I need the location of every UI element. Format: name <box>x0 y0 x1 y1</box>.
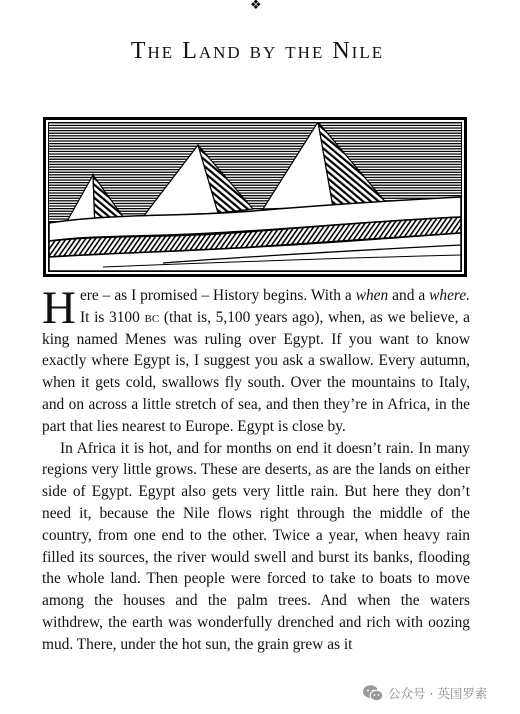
ornament: ❖ <box>250 0 262 12</box>
drop-cap: H <box>42 282 76 334</box>
paragraph-1: Here – as I promised – History begins. With a when and a where. It is 3100 bc (that is, 5,100 years ago), when, as we believe, a king named Menes was ruling over Egypt. If you want to know exactly where Egypt is, I suggest you ask a swallow. Every autumn, when it gets cold, swallows fly south. Over the mountains to Italy, and on across a little stretch of sea, and then they’re in Africa, in the part that lies nearest to Europe. Egypt is close by. <box>42 282 470 435</box>
body-text <box>42 282 470 656</box>
watermark-text: 公众号 · 英国罗素 <box>388 686 488 701</box>
wechat-icon <box>362 684 384 702</box>
chapter-title: The Land by the Nile <box>130 38 385 65</box>
paragraph-2: In Africa it is hot, and for months on end it doesn’t rain. In many regions very little grows. These are deserts, as are the lands on either side of Egypt. Egypt also gets very little rain. But here they don’t need it, because the Nile flows right through the middle of the country, from one end to the other. Twice a year, when heavy rain filled its sources, the river would swell and burst its banks, flooding the whole land. Then people were forced to take to boats to move among the houses and the palm trees. And when the waters withdrew, the earth was wonderfully drenched and rich with oozing mud. There, under the hot sun, the grain grew as it <box>42 439 470 653</box>
watermark <box>362 682 512 704</box>
pyramids-illustration <box>43 117 467 277</box>
